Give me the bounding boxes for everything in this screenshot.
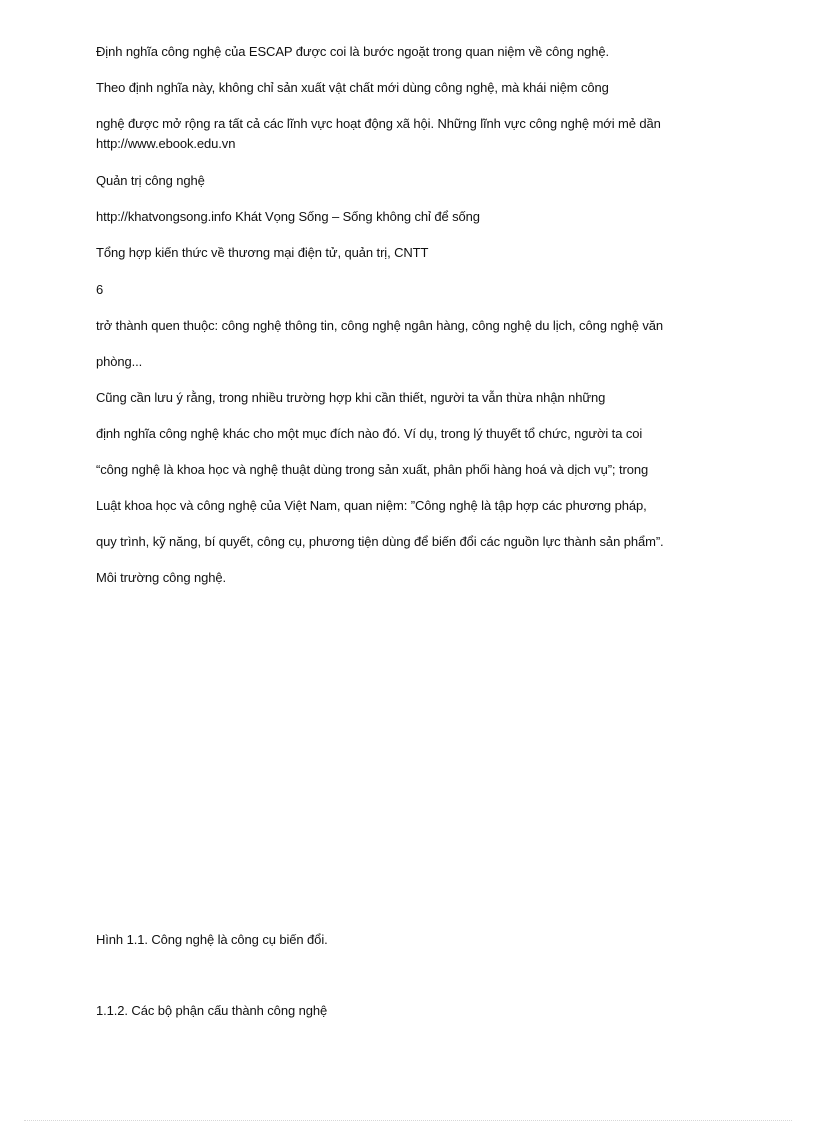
section-heading: 1.1.2. Các bộ phận cấu thành công nghệ — [96, 1003, 328, 1018]
section-heading: Môi trường công nghệ. — [96, 570, 227, 585]
figure-caption: Hình 1.1. Công nghệ là công cụ biến đổi. — [96, 932, 328, 947]
text-line: quy trình, kỹ năng, bí quyết, công cụ, phương tiện dùng để biến đổi các nguồn lực thành sản phẩm”. — [96, 534, 664, 549]
text-line: Quản trị công nghệ — [96, 173, 205, 188]
text-line: phòng... — [96, 354, 143, 369]
text-line: Tổng hợp kiến thức về thương mại điện tử, quản trị, CNTT — [96, 245, 429, 260]
text-line: Luật khoa học và công nghệ của Việt Nam, quan niệm: ”Công nghệ là tập hợp các phương pháp, — [96, 498, 647, 513]
text-line: nghệ được mở rộng ra tất cả các lĩnh vực hoạt động xã hội. Những lĩnh vực công nghệ mới mẻ dần — [96, 116, 661, 131]
text-link: http://www.ebook.edu.vn — [96, 136, 236, 151]
text-line: “công nghệ là khoa học và nghệ thuật dùng trong sản xuất, phân phối hàng hoá và dịch vụ”; trong — [96, 462, 649, 477]
page-border-divider — [24, 1120, 792, 1121]
page-number: 6 — [96, 282, 104, 297]
text-line: định nghĩa công nghệ khác cho một mục đích nào đó. Ví dụ, trong lý thuyết tổ chức, người ta coi — [96, 426, 643, 441]
text-line: Định nghĩa công nghệ của ESCAP được coi là bước ngoặt trong quan niệm về công nghệ. — [96, 44, 610, 59]
text-line: http://khatvongsong.info Khát Vọng Sống – Sống không chỉ để sống — [96, 209, 480, 224]
text-line: trở thành quen thuộc: công nghệ thông tin, công nghệ ngân hàng, công nghệ du lịch, công nghệ văn — [96, 318, 664, 333]
text-line: Theo định nghĩa này, không chỉ sản xuất vật chất mới dùng công nghệ, mà khái niệm công — [96, 80, 609, 95]
text-line: Cũng cần lưu ý rằng, trong nhiều trường hợp khi cần thiết, người ta vẫn thừa nhận những — [96, 390, 606, 405]
